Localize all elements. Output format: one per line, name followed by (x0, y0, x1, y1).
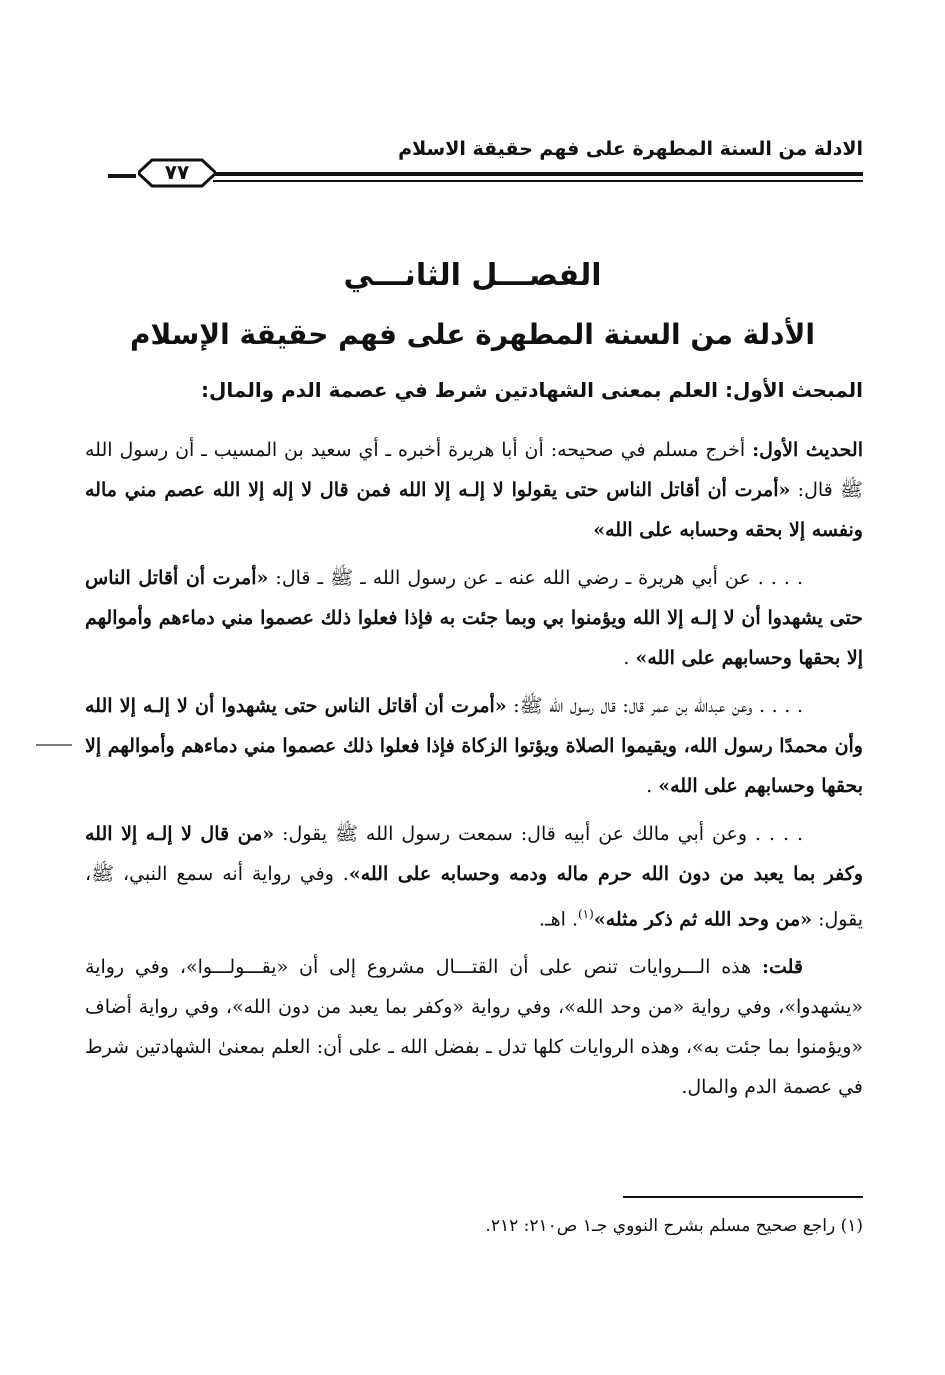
paragraph-hadith-4 (85, 814, 863, 939)
chapter-subtitle: الأدلة من السنة المطهرة على فهم حقيقة الإسلام (129, 318, 815, 351)
footnote: (١) راجع صحيح مسلم بشرح النووي جـ١ ص٢١٠: ٢١٢. (485, 1216, 863, 1236)
footnote-marker: (١) (577, 907, 594, 921)
page-number: ٧٧ (164, 160, 190, 184)
hadith-quote: «أمرت أن أقاتل الناس حتى يقولوا لا إلـه إلا الله فمن قال لا إله إلا الله عصم مني ماله ونفسه إلا بحقه وحسابه على الله» (85, 479, 863, 541)
section-heading: المبحث الأول: العلم بمعنى الشهادتين شرط في عصمة الدم والمال: (201, 378, 863, 402)
paragraph-text: . . . . وعن أبي مالك عن أبيه قال: سمعت رسول الله ﷺ يقول: (274, 823, 803, 845)
left-dash-rule (108, 174, 136, 178)
paragraph-text: . وفي رواية أنه سمع النبي، ﷺ، يقول: (85, 863, 863, 931)
hadith-quote: «أمرت أن أقاتل الناس حتى يشهدوا أن لا إلـه إلا الله وأن محمدًا رسول الله، ويقيموا الصلاة ويؤتوا الزكاة فإذا فعلوا ذلك عصموا مني دماءهم وأموالهم إلا بحقها وحسابهم على الله» (85, 695, 863, 797)
paragraph-commentary (85, 947, 863, 1107)
header-rule-thick (213, 172, 863, 176)
paragraph-end: . اهـ. (539, 908, 578, 931)
paragraph-end: . (623, 647, 636, 669)
paragraph-hadith-2 (85, 558, 863, 678)
paragraph-text: أخرج مسلم في صحيحه: أن أبا هريرة أخبره ـ أي سعيد بن المسيب ـ أن رسول الله ﷺ قال: (85, 439, 863, 501)
paragraph-text: هذه الـــروايات تنص على أن القتـــال مشروع إلى أن «يقـــولـــوا»، وفي رواية «يشهدوا»، وفي رواية «من وحد الله»، وفي رواية «وكفر بما يعبد من دون الله»، وفي رواية أضاف «ويؤمنوا بما جئت به»، وهذه الروايات كلها تدل ـ بفضل الله ـ على أن: العلم بمعنىٰ الشهادتين شرط في عصمة الدم والمال. (85, 956, 863, 1099)
paragraph-text: . . . . عن أبي هريرة ـ رضي الله عنه ـ عن رسول الله ـ ﷺ ـ قال: (268, 567, 803, 589)
hadith-quote: «من قال لا إلـه إلا الله وكفر بما يعبد من دون الله حرم ماله ودمه وحسابه على الله» (85, 823, 863, 885)
paragraph-end: . (646, 775, 659, 797)
running-head: الادلة من السنة المطهرة على فهم حقيقة الاسلام (398, 138, 863, 160)
paragraph-text: . . . . وعن عبدالله بن عمر قال: قال رسول الله ﷺ: (506, 695, 803, 717)
hadith-label: الحديث الأول: (752, 439, 863, 461)
header-rule-thin (213, 180, 863, 182)
hadith-quote: «أمرت أن أقاتل الناس حتى يشهدوا أن لا إلـه إلا الله ويؤمنوا بي وبما جئت به فإذا فعلوا ذلك عصموا مني دماءهم وأموالهم إلا بحقها وحسابهم على الله» (85, 567, 863, 669)
margin-speck (36, 744, 72, 746)
body-text (85, 430, 863, 1115)
paragraph-hadith-1 (85, 430, 863, 550)
paragraph-hadith-3 (85, 686, 863, 806)
hadith-quote: «من وحد الله ثم ذكر مثله» (593, 908, 813, 931)
footnote-rule (623, 1196, 863, 1198)
commentary-label: قلت: (761, 956, 803, 979)
chapter-title: الفصـــل الثانـــي (343, 258, 602, 293)
